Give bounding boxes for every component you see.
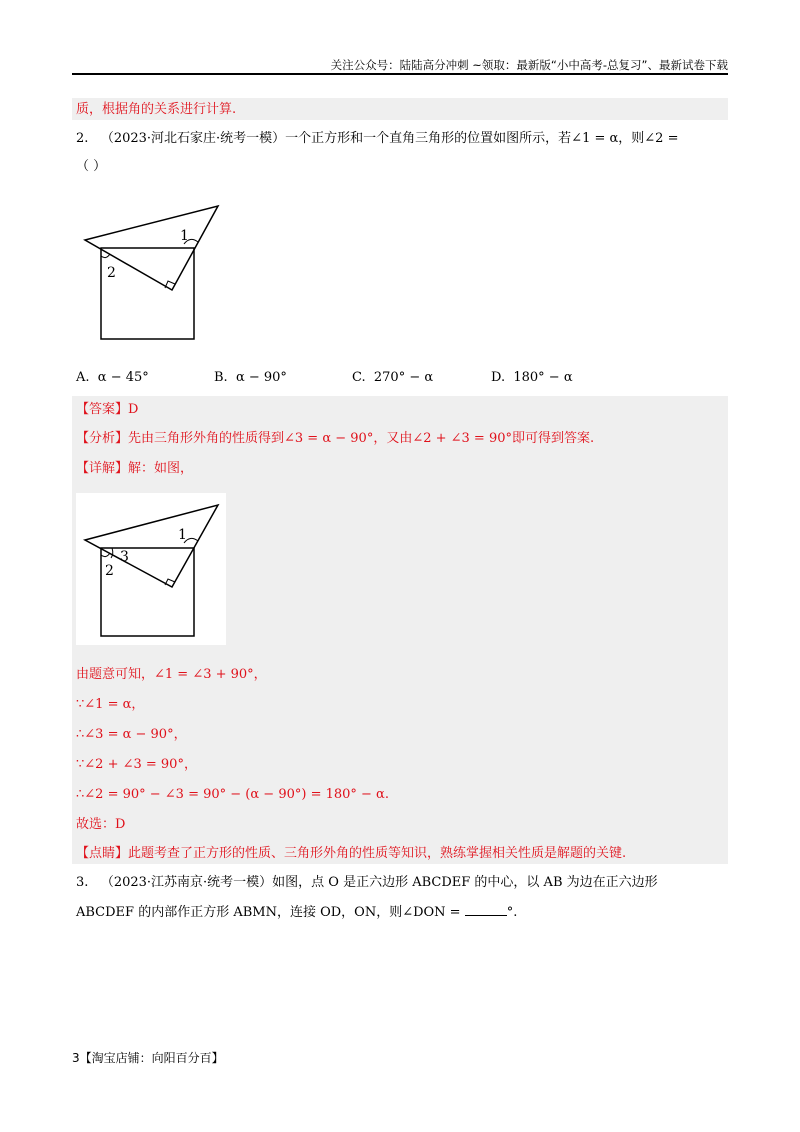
label-1: 1 <box>180 228 189 244</box>
step-2: ∵∠1 = α， <box>76 697 145 712</box>
q2-number: 2. <box>76 131 89 146</box>
answer-line: 【答案】D <box>76 402 139 417</box>
label-3: 3 <box>120 549 129 565</box>
q3-line-2: ABCDEF 的内部作正方形 ABMN，连接 OD，ON，则∠DON = °. <box>76 905 518 920</box>
header-rule <box>72 73 728 75</box>
angle-3-arc <box>111 548 113 558</box>
q2-stem-text: 一个正方形和一个直角三角形的位置如图所示，若∠1 = α，则∠2 = <box>285 131 679 146</box>
step-3: ∴∠3 = α − 90°， <box>76 727 187 742</box>
square <box>101 248 194 339</box>
option-b[interactable]: B. α − 90° <box>214 370 287 385</box>
option-c[interactable]: C. 270° − α <box>352 370 434 385</box>
page-header: 关注公众号：陆陆高分冲刺 ~领取：最新版“小中高考-总复习”、最新试卷下载 <box>330 58 728 72</box>
q2-stem <box>76 130 678 148</box>
page-footer: 3【淘宝店铺：向阳百分百】 <box>72 1051 224 1065</box>
prev-solution-tail: 质，根据角的关系进行计算. <box>76 102 237 117</box>
step-5: ∴∠2 = 90° − ∠3 = 90° − (α − 90°) = 180° − α. <box>76 787 389 802</box>
q2-source: （2023·河北石家庄·统考一模） <box>100 131 286 146</box>
comment-line: 【点睛】此题考查了正方形的性质、三角形外角的性质等知识，熟练掌握相关性质是解题的关键. <box>76 846 627 861</box>
solution-figure <box>80 495 230 645</box>
option-a[interactable]: A. α − 45° <box>76 370 149 385</box>
answer-blank[interactable] <box>465 904 507 916</box>
label-2: 2 <box>107 265 116 281</box>
step-4: ∵∠2 + ∠3 = 90°， <box>76 757 197 772</box>
step-1: 由题意可知，∠1 = ∠3 + 90°， <box>76 667 267 682</box>
angle-2-arc <box>101 254 110 258</box>
analysis-line: 【分析】先由三角形外角的性质得到∠3 = α − 90°，又由∠2 + ∠3 = 90°即可得到答案. <box>76 431 595 446</box>
label-1: 1 <box>178 527 187 543</box>
option-d[interactable]: D. 180° − α <box>491 370 573 385</box>
q2-paren: （ ） <box>76 159 107 174</box>
q2-figure <box>80 198 240 348</box>
detail-line: 【详解】解：如图， <box>76 461 194 476</box>
label-2: 2 <box>105 563 114 579</box>
q3-line-1: 3. （2023·江苏南京·统考一模）如图，点 O 是正六边形 ABCDEF 的中心，以 AB 为边在正六边形 <box>76 875 658 890</box>
square <box>101 548 194 636</box>
step-6: 故选：D <box>76 817 126 832</box>
